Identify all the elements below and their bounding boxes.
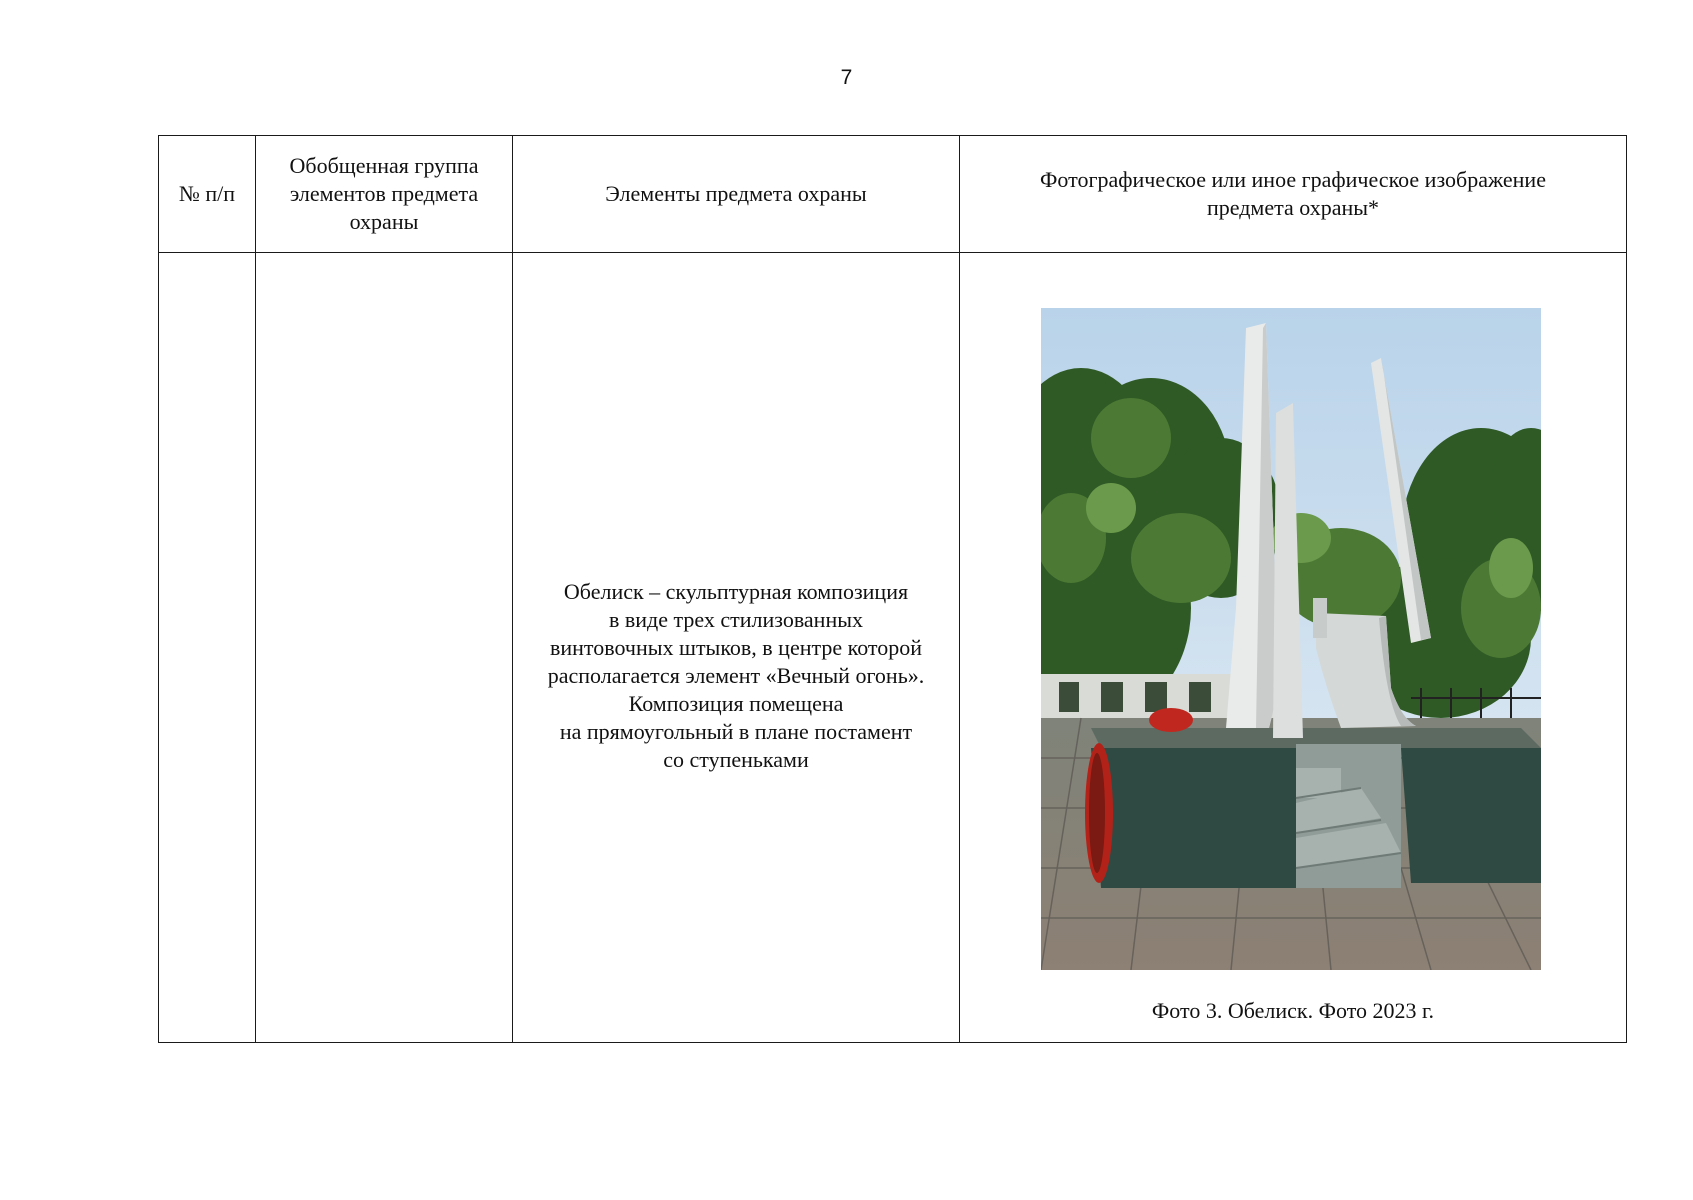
description-line: располагается элемент «Вечный огонь». — [547, 662, 925, 688]
description-line: винтовочных штыков, в центре которой — [549, 634, 923, 660]
header-image-label: Фотографическое или иное графическое изображение предмета охраны* — [1040, 167, 1546, 220]
row-elements-cell — [513, 253, 960, 1043]
description-line: на прямоугольный в плане постамент — [559, 718, 913, 744]
row-group-cell — [256, 253, 513, 1043]
row-photo-cell — [960, 253, 1627, 1043]
row-num-cell — [159, 253, 256, 1043]
protection-table — [158, 135, 1627, 1043]
header-group: Обобщенная группа элементов предмета охраны — [256, 136, 513, 253]
description-line: в виде трех стилизованных — [608, 606, 864, 632]
element-description — [521, 522, 951, 774]
table-row — [159, 253, 1627, 1043]
photo-caption: Фото 3. Обелиск. Фото 2023 г. — [1151, 998, 1435, 1023]
header-num: № п/п — [159, 136, 256, 253]
description-line: Обелиск – скульптурная композиция — [563, 578, 909, 604]
description-line: со ступеньками — [663, 746, 809, 772]
header-image — [960, 136, 1627, 253]
obelisk-photo — [1041, 308, 1541, 970]
page-number: 7 — [840, 66, 853, 89]
description-line: Композиция помещена — [628, 690, 844, 716]
table-header-row — [159, 136, 1627, 253]
header-elements: Элементы предмета охраны — [513, 136, 960, 253]
